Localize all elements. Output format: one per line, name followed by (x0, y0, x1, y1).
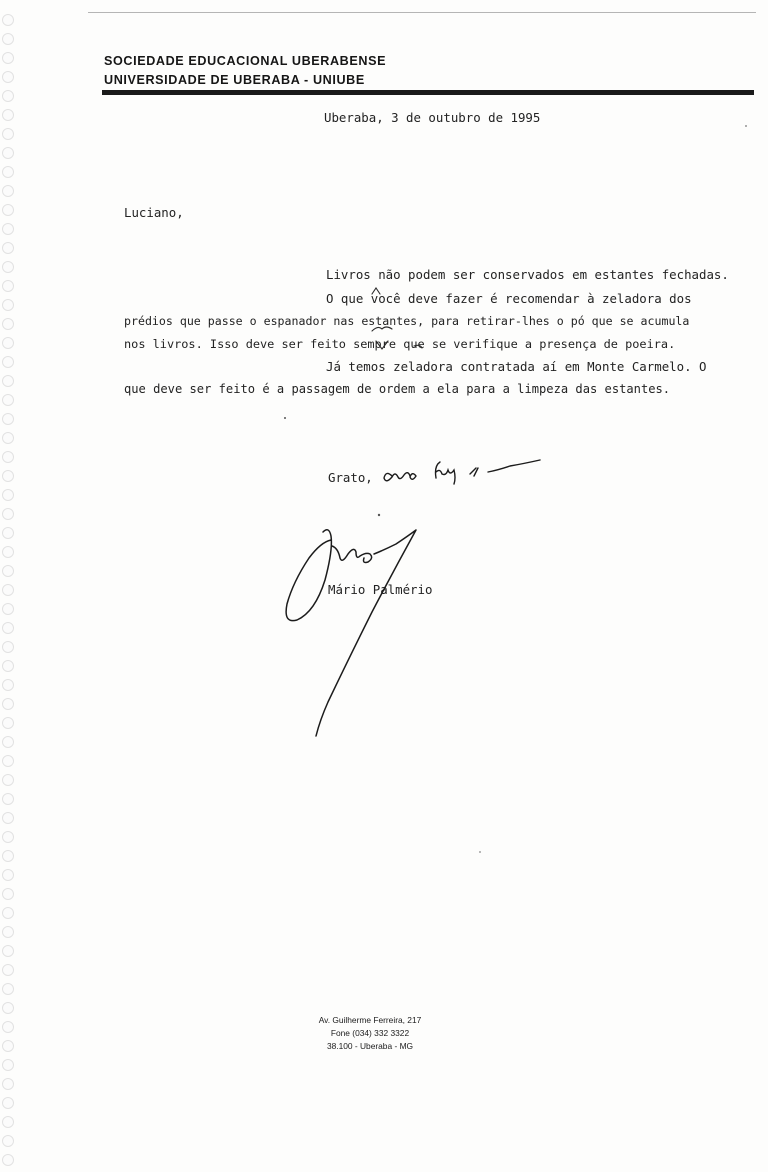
binder-hole (2, 1059, 14, 1071)
binder-hole (2, 52, 14, 64)
binder-hole (2, 945, 14, 957)
binder-hole (2, 1097, 14, 1109)
binder-hole (2, 717, 14, 729)
binder-hole (2, 926, 14, 938)
binder-hole (2, 1040, 14, 1052)
binder-hole (2, 166, 14, 178)
letter-closing: Grato, (328, 470, 373, 485)
binder-hole (2, 793, 14, 805)
binder-hole (2, 527, 14, 539)
letterhead-rule (102, 90, 754, 95)
binder-hole (2, 736, 14, 748)
binder-hole (2, 584, 14, 596)
binder-hole (2, 850, 14, 862)
body-line: nos livros. Isso deve ser feito sempre que se verifique a presença de poeira. (124, 337, 676, 351)
binder-hole (2, 964, 14, 976)
body-line: prédios que passe o espanador nas estantes, para retirar-lhes o pó que se acumula (124, 314, 690, 328)
binder-hole (2, 983, 14, 995)
binder-hole (2, 755, 14, 767)
body-line: Já temos zeladora contratada aí em Monte Carmelo. O (326, 359, 707, 374)
binder-hole (2, 71, 14, 83)
binder-hole (2, 1154, 14, 1166)
binder-hole (2, 470, 14, 482)
letterhead (104, 52, 386, 90)
binder-hole (2, 622, 14, 634)
ink-dot (378, 514, 380, 516)
binder-hole (2, 109, 14, 121)
signature (286, 530, 416, 736)
body-line: O que você deve fazer é recomendar à zeladora dos (326, 291, 692, 306)
binder-hole (2, 299, 14, 311)
binder-holes (2, 0, 16, 1172)
society-name: SOCIEDADE EDUCACIONAL UBERABENSE (104, 54, 387, 68)
handwritten-note (384, 460, 540, 484)
binder-hole (2, 451, 14, 463)
binder-hole (2, 375, 14, 387)
binder-hole (2, 204, 14, 216)
ink-dot (745, 125, 747, 127)
binder-hole (2, 185, 14, 197)
binder-hole (2, 774, 14, 786)
binder-hole (2, 1135, 14, 1147)
binder-hole (2, 641, 14, 653)
binder-hole (2, 812, 14, 824)
binder-hole (2, 1116, 14, 1128)
ink-dot (479, 851, 481, 853)
binder-hole (2, 14, 14, 26)
university-name: UNIVERSIDADE DE UBERABA - UNIUBE (104, 73, 365, 87)
binder-hole (2, 1002, 14, 1014)
binder-hole (2, 888, 14, 900)
binder-hole (2, 1021, 14, 1033)
binder-hole (2, 432, 14, 444)
binder-hole (2, 128, 14, 140)
binder-hole (2, 508, 14, 520)
binder-hole (2, 356, 14, 368)
binder-hole (2, 489, 14, 501)
binder-hole (2, 546, 14, 558)
body-line: Livros não podem ser conservados em estantes fechadas. (326, 267, 729, 282)
binder-hole (2, 90, 14, 102)
footer-phone: Fone (034) 332 3322 (330, 1028, 410, 1038)
binder-hole (2, 337, 14, 349)
binder-hole (2, 280, 14, 292)
binder-hole (2, 660, 14, 672)
binder-hole (2, 147, 14, 159)
binder-hole (2, 413, 14, 425)
footer-address-block (300, 1014, 440, 1053)
top-edge-rule (88, 12, 756, 13)
letter-greeting: Luciano, (124, 205, 184, 220)
binder-hole (2, 394, 14, 406)
binder-hole (2, 565, 14, 577)
binder-hole (2, 318, 14, 330)
signer-name: Mário Palmério (328, 582, 433, 597)
binder-hole (2, 831, 14, 843)
footer-address: Av. Guilherme Ferreira, 217 (318, 1015, 422, 1025)
letter-date: Uberaba, 3 de outubro de 1995 (324, 110, 541, 125)
binder-hole (2, 1078, 14, 1090)
binder-hole (2, 242, 14, 254)
ink-dot (284, 417, 286, 419)
binder-hole (2, 261, 14, 273)
binder-hole (2, 33, 14, 45)
binder-hole (2, 869, 14, 881)
binder-hole (2, 223, 14, 235)
binder-hole (2, 603, 14, 615)
body-line: que deve ser feito é a passagem de ordem a ela para a limpeza das estantes. (124, 382, 671, 396)
binder-hole (2, 679, 14, 691)
footer-city: 38.100 - Uberaba - MG (326, 1041, 414, 1051)
binder-hole (2, 698, 14, 710)
binder-hole (2, 907, 14, 919)
